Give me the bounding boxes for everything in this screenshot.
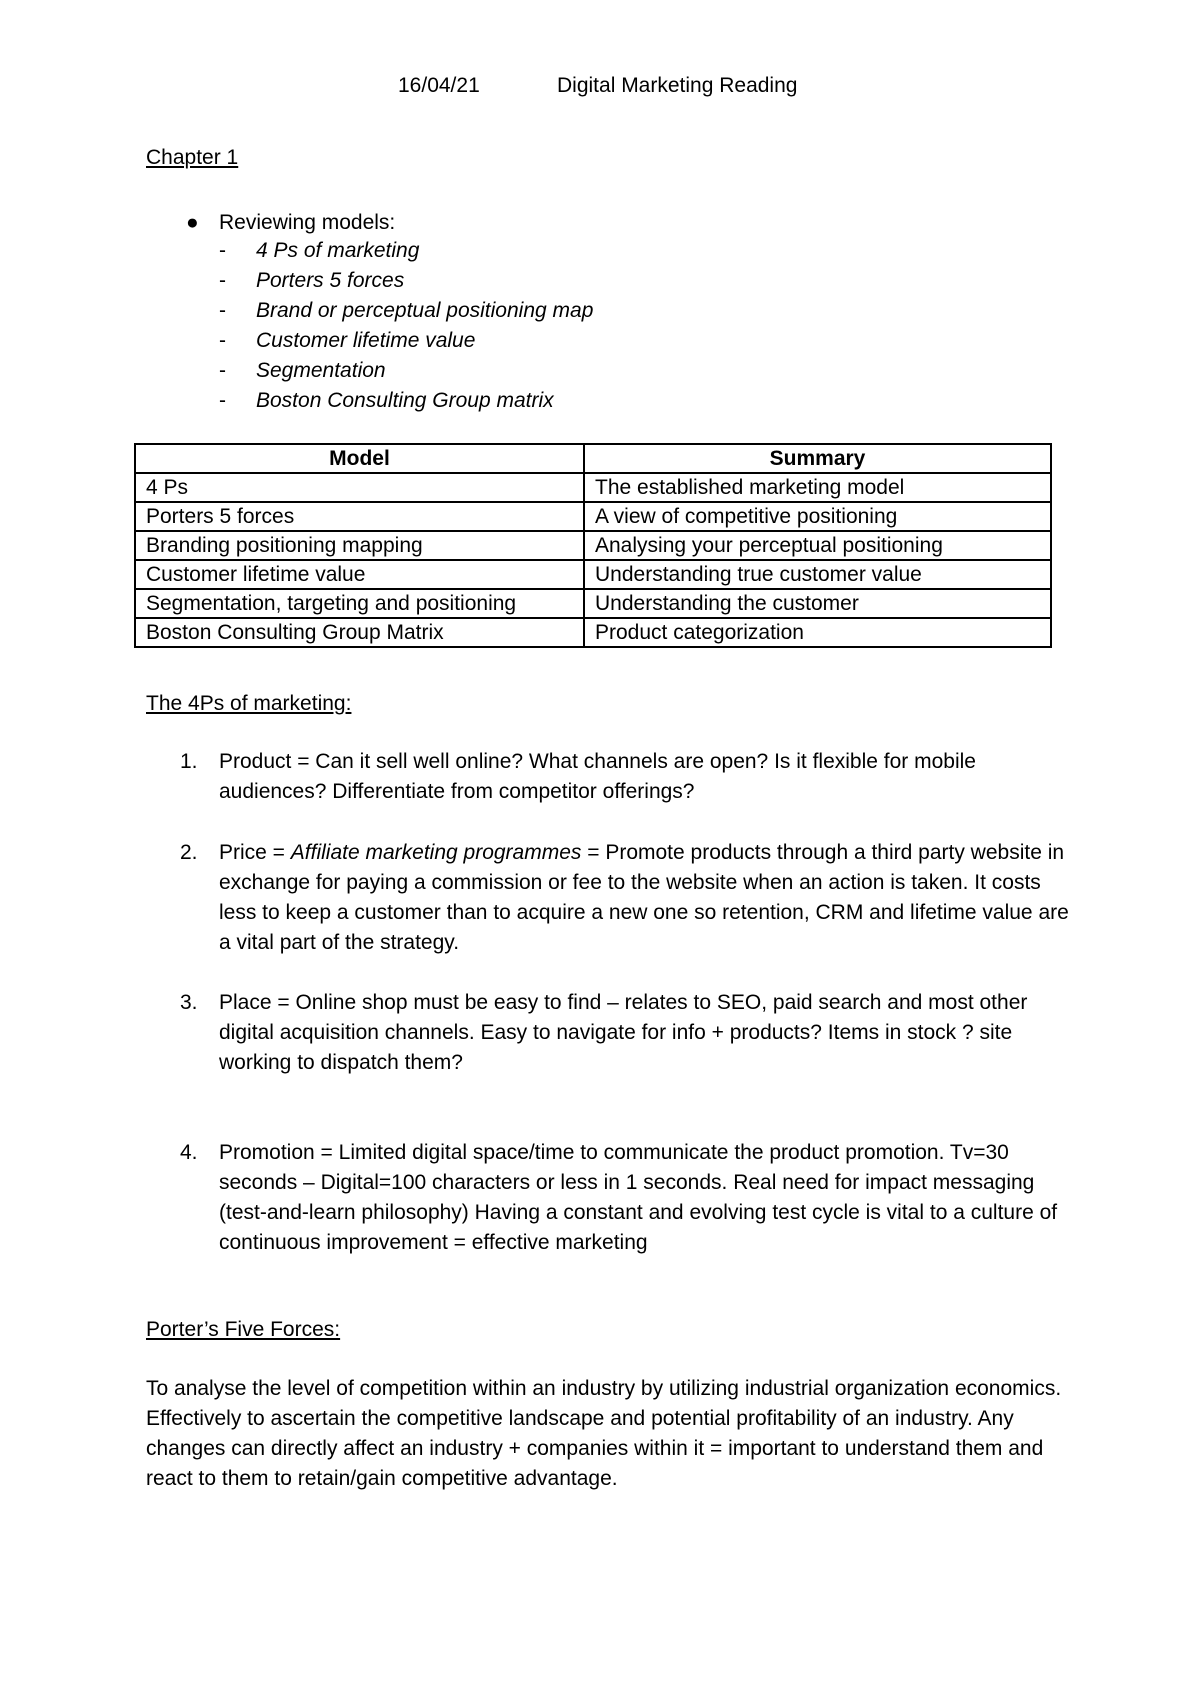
table-cell: Analysing your perceptual positioning — [584, 531, 1051, 560]
document-page: 16/04/21 Digital Marketing Reading Chapter 1 ● Reviewing models: - 4 Ps of marketing - Porters 5 forces - Brand or perceptual positioning map - Customer lifetime value - Segmentation - Boston Consulting Group matrix Model Summary 4 Ps The established marketing model Porters 5 forces A view of competitive positioning Branding positioning mapping Analysing your perceptual positioning Customer lifetime value Understanding true customer value Segmentation, targeting and positioning Understanding the customer Boston Consulting Group Matrix Product categorization The 4Ps of marketing: 1. Product = Can it sell well online? What channels are open? Is it flexible for mobile audiences? Differentiate from competitor offerings? 2. Price = Affiliate marketing programmes = Promote products through a third party website in exchange for paying a commission or fee to the website when an action is taken. It costs less to keep a customer than to acquire a new one so retention, CRM and lifetime value are a vital part of the strategy. 3. Place = Online shop must be easy to find – relates to SEO, paid search and most other digital acquisition channels. Easy to navigate for info + products? Items in stock ? site working to dispatch them? 4. Promotion = Limited digital space/time to communicate the product promotion. Tv=30 seconds – Digital=100 characters or less in 1 seconds. Real need for impact messaging (test-and-learn philosophy) Having a constant and evolving test cycle is vital to a culture of continuous improvement = effective marketing Porter’s Five Forces: To analyse the level of competition within an industry by utilizing industrial organization economics. Effectively to ascertain the competitive landscape and potential profitability of an industry. Any changes can directly affect an industry + companies within it = important to understand them and react to them to retain/gain competitive advantage. — [0, 0, 1200, 1698]
table-header-cell: Model — [135, 444, 584, 473]
table-row — [135, 560, 1051, 589]
table-cell: Understanding true customer value — [584, 560, 1051, 589]
table-cell: Product categorization — [584, 618, 1051, 647]
table-cell: 4 Ps — [135, 473, 584, 502]
header-date: 16/04/21 — [398, 74, 480, 97]
porters-paragraph: To analyse the level of competition within an industry by utilizing industrial organization economics. Effectively to ascertain the competitive landscape and potential profitability of an industry. Any changes can directly affect an industry + companies within it = important to understand them and react to them to retain/gain competitive advantage. — [146, 1377, 1062, 1490]
table-cell: Branding positioning mapping — [135, 531, 584, 560]
numbered-item: 3. Place = Online shop must be easy to find – relates to SEO, paid search and most other digital acquisition channels. Easy to navigate for info + products? Items in stock ? site working to dispatch them? — [180, 991, 1028, 1074]
table-header-cell: Summary — [584, 444, 1051, 473]
numbered-item: 2. Price = Affiliate marketing programmes = Promote products through a third party website in exchange for paying a commission or fee to the website when an action is taken. It costs less to keep a customer than to acquire a new one so retention, CRM and lifetime value are a vital part of the strategy. — [180, 841, 1069, 954]
table-row — [135, 502, 1051, 531]
table-cell: The established marketing model — [584, 473, 1051, 502]
table-row — [135, 618, 1051, 647]
chapter-heading: Chapter 1 — [146, 146, 239, 169]
table-cell: Porters 5 forces — [135, 502, 584, 531]
fourps-heading: The 4Ps of marketing: — [146, 692, 352, 715]
bullet-icon: ● — [186, 211, 199, 234]
table-cell: Boston Consulting Group Matrix — [135, 618, 584, 647]
table-row — [135, 531, 1051, 560]
table-cell: Segmentation, targeting and positioning — [135, 589, 584, 618]
header-title: Digital Marketing Reading — [557, 74, 798, 97]
table-cell: Customer lifetime value — [135, 560, 584, 589]
table-row — [135, 473, 1051, 502]
numbered-item: 1. Product = Can it sell well online? What channels are open? Is it flexible for mobile audiences? Differentiate from competitor offerings? — [180, 750, 976, 803]
numbered-item: 4. Promotion = Limited digital space/time to communicate the product promotion. Tv=30 seconds – Digital=100 characters or less in 1 seconds. Real need for impact messaging (test-and-learn philosophy) Having a constant and evolving test cycle is vital to a culture of continuous improvement = effective marketing — [180, 1141, 1058, 1254]
porters-heading: Porter’s Five Forces: — [146, 1318, 341, 1341]
table-cell: A view of competitive positioning — [584, 502, 1051, 531]
table-row — [135, 589, 1051, 618]
models-table — [134, 443, 1052, 648]
table-header-row — [135, 444, 1051, 473]
table-cell: Understanding the customer — [584, 589, 1051, 618]
bullet-label: Reviewing models: — [219, 211, 396, 234]
